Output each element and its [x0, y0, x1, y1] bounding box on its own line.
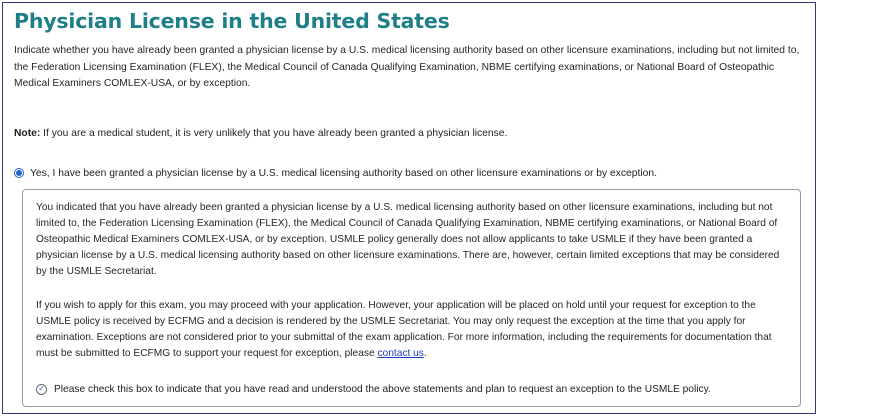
- exception-paragraph-2: [36, 298, 790, 362]
- check-icon: ✓: [38, 384, 45, 393]
- exception-paragraph-2-text: If you wish to apply for this exam, you may proceed with your application. However, your application will be placed on hold until your request for exception to the USMLE policy is received by ECFMG and a decision is rendered by the USMLE Secretariat. You may only request the exception at the time that you apply for examination. Exceptions are not considered prior to your submittal of the exam application. For more information, including the requirements for documentation that must be submitted to ECFMG to support your request for exception, please: [36, 300, 772, 359]
- acknowledge-label[interactable]: Please check this box to indicate that you have read and understood the above statements and plan to request an exception to the USMLE policy.: [54, 383, 711, 395]
- license-yes-option[interactable]: [14, 165, 657, 181]
- exception-paragraph-2-end: .: [423, 348, 427, 359]
- intro-text: Indicate whether you have already been granted a physician license by a U.S. medical licensing authority based on other licensure examinations, including but not limited to, the Federation Licensing Examination (FLEX), the Medical Council of Canada Qualifying Examination, NBME certifying examinations, or National Board of Osteopathic Medical Examiners COMLEX-USA, or by exception.: [14, 45, 800, 89]
- exception-paragraph-1: You indicated that you have already been granted a physician license by a U.S. medical licensing authority based on other licensure examinations, including but not limited to, the Federation Licensing Examination (FLEX), the Medical Council of Canada Qualifying Examination, NBME certifying examinations, or National Board of Osteopathic Medical Examiners COMLEX-USA, or by exception. USMLE policy generally does not allow applicants to take USMLE if they have been granted a physician license by a U.S. medical licensing authority based on other licensure examinations. There are, however, certain limited exceptions that may be considered by the USMLE Secretariat.: [36, 202, 780, 277]
- contact-us-link[interactable]: contact us: [377, 348, 424, 359]
- acknowledge-checkbox[interactable]: [36, 384, 47, 395]
- license-yes-label[interactable]: Yes, I have been granted a physician license by a U.S. medical licensing authority based on other licensure examinations or by exception.: [30, 167, 657, 179]
- section-title: Physician License in the United States: [14, 9, 450, 33]
- acknowledge-option[interactable]: [36, 381, 711, 397]
- note-label: Note:: [14, 128, 41, 139]
- note-body: If you are a medical student, it is very unlikely that you have already been granted a physician license.: [40, 128, 508, 139]
- note-text: [14, 127, 507, 141]
- physician-license-panel: [2, 2, 816, 414]
- radio-selected-dot: [16, 170, 22, 176]
- license-yes-radio[interactable]: [14, 168, 24, 178]
- exception-info-box: [22, 189, 801, 407]
